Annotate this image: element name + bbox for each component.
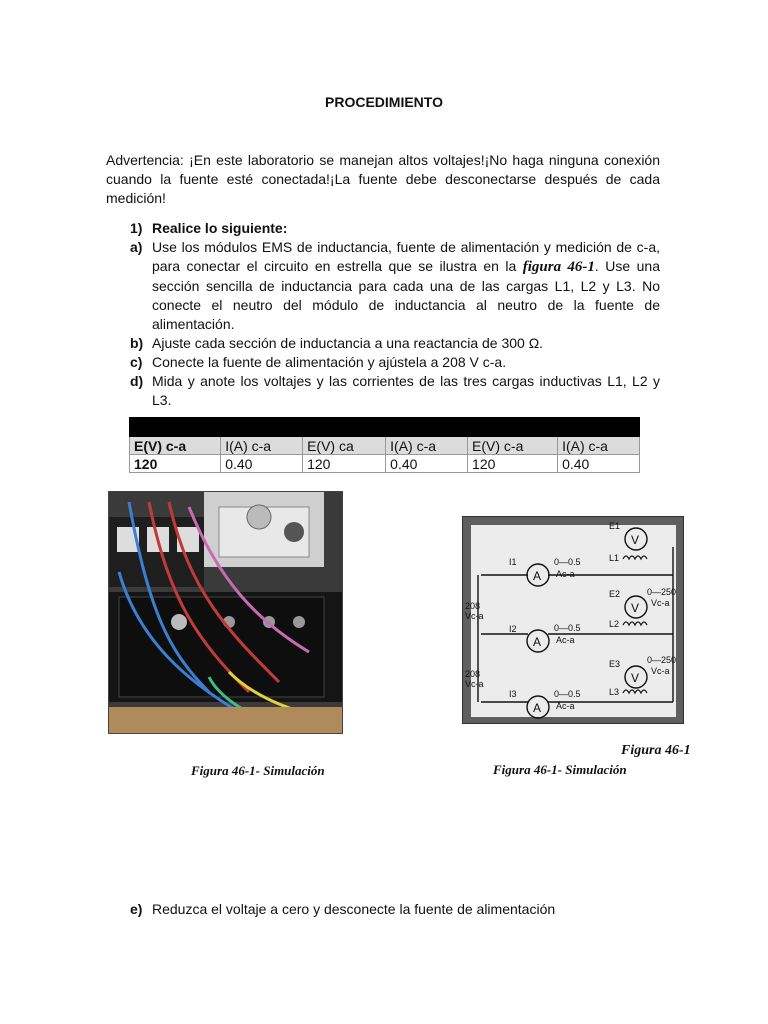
voltmeter-2-label: V <box>631 601 640 615</box>
step-d-label: d) <box>130 373 144 389</box>
voltage-label-e3: E3 <box>609 659 621 669</box>
measurement-table <box>129 417 640 473</box>
table-cell: 0.40 <box>386 455 468 473</box>
diagram-caption: Figura 46-1- Simulación <box>493 762 627 777</box>
circuit-diagram <box>462 516 684 724</box>
inductor-label-l3: L3 <box>609 687 620 697</box>
current-label-i3: I3 <box>509 689 517 699</box>
ammeter-3-label: A <box>533 701 542 715</box>
source-unit-1: Vc-a <box>465 611 484 621</box>
step-b-label: b) <box>130 335 144 351</box>
photo-caption: Figura 46-1- Simulación <box>191 763 325 778</box>
table-header-cell: I(A) c-a <box>386 437 468 455</box>
step-a-label: a) <box>130 239 143 255</box>
step-1-number: 1) <box>130 220 143 236</box>
voltage-label-e2: E2 <box>609 589 621 599</box>
table-row <box>130 455 640 473</box>
source-voltage-1: 208 <box>465 601 481 611</box>
inductor-label-l1: L1 <box>609 553 620 563</box>
step-a-text-before: Use los módulos EMS de inductancia, fuente de alimentación y medición de c-a, para conectar el circuito en estrella que se ilustra en la <box>152 239 660 274</box>
step-1-title: Realice lo siguiente: <box>152 220 288 236</box>
voltmeter-unit-2: Vc-a <box>651 598 670 608</box>
table-header-cell: E(V) ca <box>303 437 386 455</box>
voltmeter-unit-3: Vc-a <box>651 666 670 676</box>
step-d <box>106 372 660 410</box>
step-c-label: c) <box>130 354 143 370</box>
step-e-text: Reduzca el voltaje a cero y desconecte la fuente de alimentación <box>152 901 556 917</box>
voltmeter-range-3: 0—250 <box>647 655 677 665</box>
table-cell: 120 <box>130 455 221 473</box>
table-cell: 0.40 <box>221 455 303 473</box>
ammeter-range-3: 0—0.5 <box>554 689 581 699</box>
inductor-label-l2: L2 <box>609 619 620 629</box>
ammeter-unit-3: Ac-a <box>556 701 575 711</box>
step-1 <box>106 219 660 238</box>
page-title: PROCEDIMIENTO <box>325 94 443 110</box>
table-cell: 0.40 <box>558 455 640 473</box>
table-header-row <box>130 437 640 455</box>
figure-reference: figura 46-1 <box>522 259 595 275</box>
step-c <box>106 353 660 372</box>
step-b-text: Ajuste cada sección de inductancia a una reactancia de 300 Ω. <box>152 335 544 351</box>
table-cell: 120 <box>303 455 386 473</box>
step-c-text: Conecte la fuente de alimentación y ajústela a 208 V c-a. <box>152 354 507 370</box>
step-a-text <box>152 238 660 334</box>
steps-list <box>106 219 660 410</box>
table-black-band <box>130 418 640 437</box>
voltage-label-e1: E1 <box>609 521 621 531</box>
table-header-cell: E(V) c-a <box>468 437 558 455</box>
step-a <box>106 238 660 334</box>
source-unit-2: Vc-a <box>465 679 484 689</box>
step-e <box>106 900 660 919</box>
warning-paragraph: Advertencia: ¡En este laboratorio se manejan altos voltajes!¡No haga ninguna conexión cuando la fuente esté conectada!¡La fuente debe desconectarse después de cada medición! <box>106 152 660 206</box>
ammeter-unit-1: Ac-a <box>556 569 575 579</box>
circuit-diagram-svg <box>463 517 683 723</box>
ammeter-range-1: 0—0.5 <box>554 557 581 567</box>
ammeter-unit-2: Ac-a <box>556 635 575 645</box>
table-cell: 120 <box>468 455 558 473</box>
voltmeter-1-label: V <box>631 533 640 547</box>
step-e-label: e) <box>130 901 143 917</box>
ammeter-2-label: A <box>533 635 542 649</box>
source-voltage-2: 208 <box>465 669 481 679</box>
lab-setup-photo <box>108 491 343 734</box>
table-header-cell: I(A) c-a <box>558 437 640 455</box>
voltmeter-range-2: 0—250 <box>647 587 677 597</box>
voltmeter-3-label: V <box>631 671 640 685</box>
table-header-cell: I(A) c-a <box>221 437 303 455</box>
ammeter-range-2: 0—0.5 <box>554 623 581 633</box>
lab-photo-illustration <box>109 492 342 733</box>
diagram-title-caption: Figura 46-1 <box>621 743 691 758</box>
step-d-text: Mida y anote los voltajes y las corrientes de las tres cargas inductivas L1, L2 y L3. <box>152 373 660 408</box>
current-label-i2: I2 <box>509 624 517 634</box>
step-b <box>106 334 660 353</box>
step-a-text-after: . Use una sección sencilla de inductancia para cada una de las cargas L1, L2 y L3. No conecte el neutro del módulo de inductancia al neutro de la fuente de alimentación. <box>152 258 660 332</box>
current-label-i1: I1 <box>509 557 517 567</box>
ammeter-1-label: A <box>533 569 542 583</box>
table-header-cell: E(V) c-a <box>130 437 221 455</box>
